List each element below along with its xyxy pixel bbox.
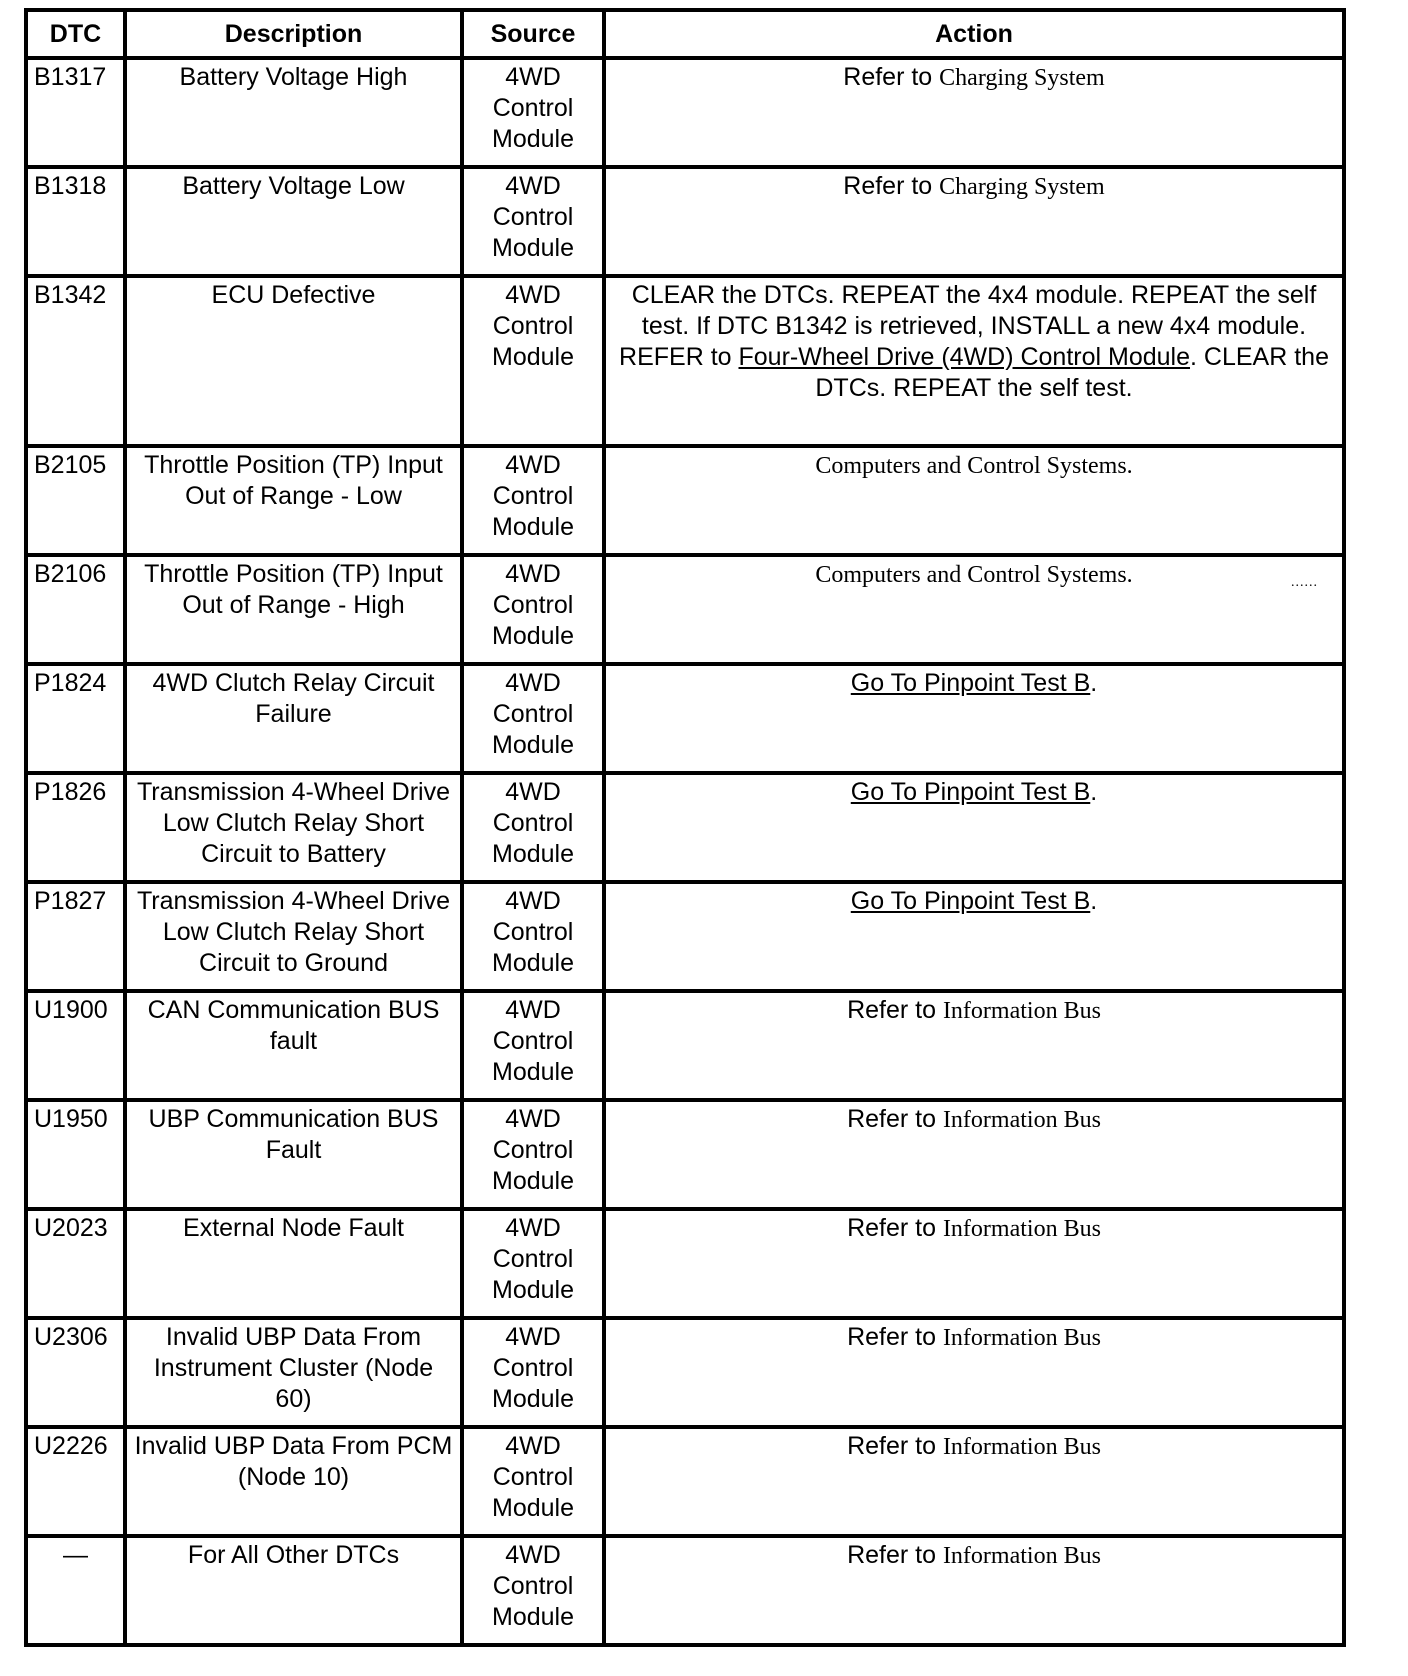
table-row xyxy=(26,1536,1344,1645)
header-source: Source xyxy=(462,10,604,58)
action-reference: Information Bus xyxy=(942,1216,1101,1242)
table-row xyxy=(26,1209,1344,1318)
header-description: Description xyxy=(125,10,462,58)
header-dtc: DTC xyxy=(26,10,125,58)
action-suffix: . xyxy=(1090,669,1098,697)
table-row xyxy=(26,276,1344,446)
dtc-code: P1827 xyxy=(26,882,125,991)
dtc-action xyxy=(604,991,1344,1100)
action-reference: Information Bus xyxy=(942,1325,1101,1351)
dtc-source: 4WD Control Module xyxy=(462,1427,604,1536)
dtc-source: 4WD Control Module xyxy=(462,664,604,773)
pinpoint-test-b-link[interactable]: Go To Pinpoint Test B xyxy=(850,778,1091,806)
action-reference: Computers and Control Systems. xyxy=(815,453,1133,479)
dtc-action xyxy=(604,167,1344,276)
dtc-description: Battery Voltage Low xyxy=(125,167,462,276)
dtc-source: 4WD Control Module xyxy=(462,446,604,555)
pinpoint-test-b-link[interactable]: Go To Pinpoint Test B xyxy=(850,887,1091,915)
header-action: Action xyxy=(604,10,1344,58)
dtc-table xyxy=(24,8,1346,1647)
dtc-source: 4WD Control Module xyxy=(462,276,604,446)
dtc-action xyxy=(604,276,1344,446)
dtc-action xyxy=(604,58,1344,167)
action-reference: Information Bus xyxy=(942,1543,1101,1569)
dtc-action xyxy=(604,882,1344,991)
dtc-description: UBP Communication BUS Fault xyxy=(125,1100,462,1209)
dtc-description: ECU Defective xyxy=(125,276,462,446)
dtc-action xyxy=(604,664,1344,773)
dtc-action xyxy=(604,773,1344,882)
action-prefix: Refer to xyxy=(847,1323,943,1351)
table-row xyxy=(26,555,1344,664)
action-text: . CLEAR the DTCs. REPEAT the self test. xyxy=(815,343,1329,402)
dtc-action xyxy=(604,1427,1344,1536)
dtc-description: Invalid UBP Data From PCM (Node 10) xyxy=(125,1427,462,1536)
header-row xyxy=(26,10,1344,58)
dtc-code: U2226 xyxy=(26,1427,125,1536)
dtc-description: Throttle Position (TP) Input Out of Range - High xyxy=(125,555,462,664)
action-reference: Information Bus xyxy=(942,1434,1101,1460)
dtc-description: For All Other DTCs xyxy=(125,1536,462,1645)
dtc-code: U1950 xyxy=(26,1100,125,1209)
action-prefix: Refer to xyxy=(847,1105,943,1133)
action-reference: Charging System xyxy=(939,65,1105,91)
dtc-code: B2106 xyxy=(26,555,125,664)
table-row xyxy=(26,773,1344,882)
dtc-code: P1826 xyxy=(26,773,125,882)
action-prefix: Refer to xyxy=(847,1432,943,1460)
dtc-action xyxy=(604,555,1344,664)
dtc-source: 4WD Control Module xyxy=(462,1318,604,1427)
table-row xyxy=(26,882,1344,991)
dtc-action xyxy=(604,1318,1344,1427)
action-tail-dots: ...... xyxy=(1291,575,1318,590)
dtc-description: Transmission 4-Wheel Drive Low Clutch Relay Short Circuit to Battery xyxy=(125,773,462,882)
action-prefix: Refer to xyxy=(847,1541,943,1569)
dtc-code: U2023 xyxy=(26,1209,125,1318)
action-reference: Computers and Control Systems. xyxy=(815,562,1133,588)
dtc-action xyxy=(604,446,1344,555)
action-prefix: Refer to xyxy=(847,1214,943,1242)
dtc-source: 4WD Control Module xyxy=(462,555,604,664)
table-row xyxy=(26,167,1344,276)
table-row xyxy=(26,1427,1344,1536)
action-prefix: Refer to xyxy=(847,996,943,1024)
dtc-code: B1342 xyxy=(26,276,125,446)
dtc-action xyxy=(604,1209,1344,1318)
dtc-action xyxy=(604,1100,1344,1209)
dtc-description: Invalid UBP Data From Instrument Cluster (Node 60) xyxy=(125,1318,462,1427)
four-wheel-drive-control-module-link[interactable]: Four-Wheel Drive (4WD) Control Module xyxy=(738,343,1191,371)
dtc-action xyxy=(604,1536,1344,1645)
dtc-description: Transmission 4-Wheel Drive Low Clutch Relay Short Circuit to Ground xyxy=(125,882,462,991)
action-prefix: Refer to xyxy=(843,172,940,200)
table-row xyxy=(26,58,1344,167)
dtc-description: External Node Fault xyxy=(125,1209,462,1318)
action-reference: Information Bus xyxy=(942,998,1101,1024)
action-reference: Charging System xyxy=(939,174,1105,200)
dtc-source: 4WD Control Module xyxy=(462,1100,604,1209)
action-text: CLEAR the DTCs. REPEAT the 4x4 module. REPEAT the self test. If DTC B1342 is retrieved, INSTALL a new 4x4 module. REFER to xyxy=(619,281,1317,371)
dtc-description: Battery Voltage High xyxy=(125,58,462,167)
dtc-code: B2105 xyxy=(26,446,125,555)
action-suffix: . xyxy=(1090,778,1098,806)
dtc-code: U2306 xyxy=(26,1318,125,1427)
dtc-source: 4WD Control Module xyxy=(462,167,604,276)
dtc-source: 4WD Control Module xyxy=(462,1209,604,1318)
dtc-source: 4WD Control Module xyxy=(462,1536,604,1645)
table-row xyxy=(26,446,1344,555)
action-prefix: Refer to xyxy=(843,63,940,91)
dtc-code: U1900 xyxy=(26,991,125,1100)
dtc-code: P1824 xyxy=(26,664,125,773)
dtc-source: 4WD Control Module xyxy=(462,882,604,991)
dtc-source: 4WD Control Module xyxy=(462,991,604,1100)
dtc-source: 4WD Control Module xyxy=(462,58,604,167)
table-row xyxy=(26,991,1344,1100)
action-reference: Information Bus xyxy=(942,1107,1101,1133)
dtc-description: Throttle Position (TP) Input Out of Range - Low xyxy=(125,446,462,555)
dtc-code: B1317 xyxy=(26,58,125,167)
table-row xyxy=(26,1318,1344,1427)
dtc-source: 4WD Control Module xyxy=(462,773,604,882)
action-suffix: . xyxy=(1090,887,1098,915)
dtc-description: 4WD Clutch Relay Circuit Failure xyxy=(125,664,462,773)
dtc-code: B1318 xyxy=(26,167,125,276)
table-row xyxy=(26,1100,1344,1209)
dtc-description: CAN Communication BUS fault xyxy=(125,991,462,1100)
dtc-code: — xyxy=(26,1536,125,1645)
table-row xyxy=(26,664,1344,773)
pinpoint-test-b-link[interactable]: Go To Pinpoint Test B xyxy=(850,669,1091,697)
